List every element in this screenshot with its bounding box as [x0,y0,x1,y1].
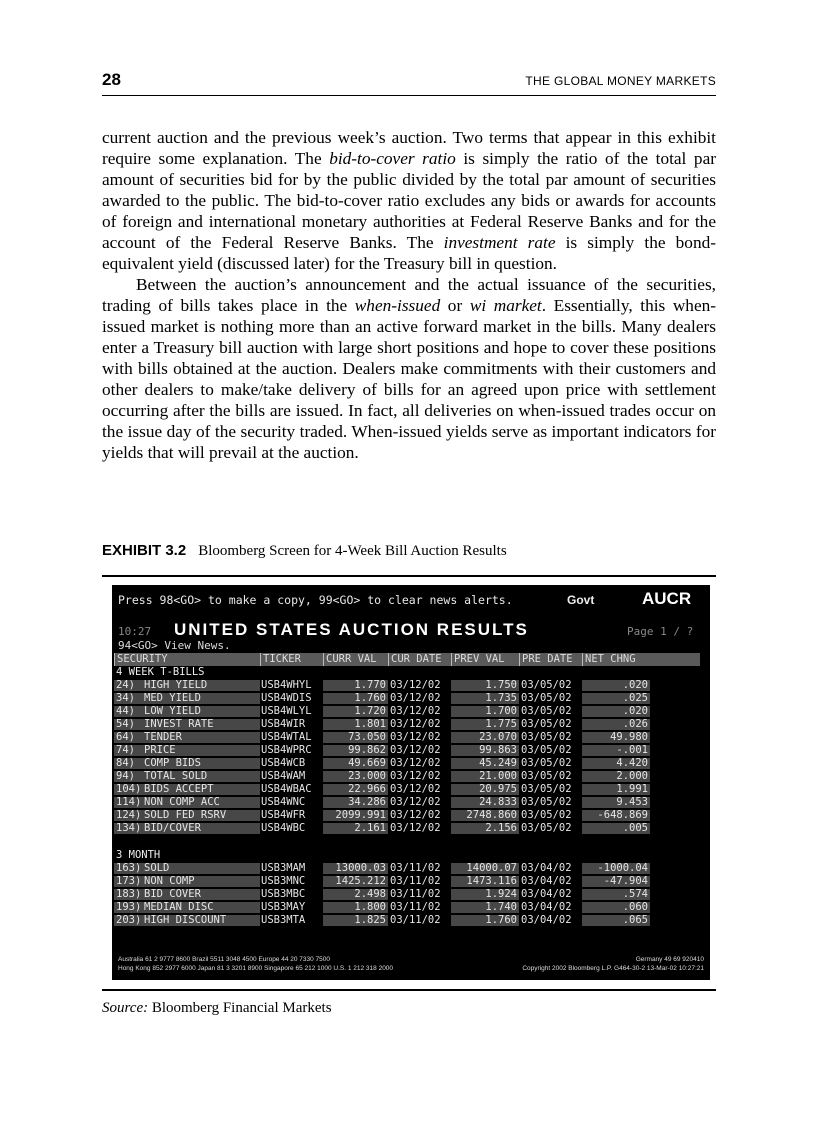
table-cell: 03/05/02 [521,731,572,743]
screen-time: 10:27 [118,625,152,638]
auction-results-table [114,653,700,927]
exhibit-label: EXHIBIT 3.2 [102,542,187,559]
p2-run: when-issued [354,296,441,315]
table-cell: 03/12/02 [390,809,441,821]
table-cell: USB4WIR [261,718,306,730]
footer-2-left: Hong Kong 852 2977 6000 Japan 81 3 3201 8900 Singapore 65 212 1000 U.S. 1 212 318 2000 [118,965,394,972]
table-row[interactable] [114,822,700,835]
table-cell: -648.869 [597,809,648,821]
table-cell: 104) [116,783,142,795]
table-row[interactable] [114,783,700,796]
table-cell: 03/05/02 [521,705,572,717]
table-cell: 1.740 [485,901,517,913]
table-cell: .020 [622,679,648,691]
table-cell: 2.498 [354,888,386,900]
table-cell: 2.156 [485,822,517,834]
screen-footer-line-1 [118,956,704,963]
exhibit-caption: Bloomberg Screen for 4-Week Bill Auction Results [198,543,507,559]
table-cell: 99.862 [348,744,386,756]
table-cell: USB4WFR [261,809,306,821]
table-cell: 2099.991 [335,809,386,821]
p1-run: investment rate [443,233,556,252]
p2-run: Between the auction’s announcement and the actual issuance of the securities, trading of bills takes place in the [102,275,716,315]
table-cell: 03/05/02 [521,822,572,834]
table-row[interactable] [114,914,700,927]
table-cell: 23.070 [479,731,517,743]
table-cell: 14000.07 [466,862,517,874]
table-cell: 03/11/02 [390,901,441,913]
table-cell: USB3MBC [261,888,306,900]
table-cell: INVEST RATE [144,718,214,730]
table-cell: 21.000 [479,770,517,782]
table-cell: 1425.212 [335,875,386,887]
table-cell: 03/12/02 [390,757,441,769]
table-cell: 03/12/02 [390,705,441,717]
table-cell: USB3MAM [261,862,306,874]
table-cell: 2.161 [354,822,386,834]
col-net-chng: NET CHNG [582,653,650,666]
table-cell: 03/12/02 [390,731,441,743]
table-cell: 34.286 [348,796,386,808]
table-cell: LOW YIELD [144,705,201,717]
col-prev-val: PREV VAL [451,653,519,666]
table-cell: 49.669 [348,757,386,769]
govt-label: Govt [567,593,595,607]
table-cell: 03/04/02 [521,888,572,900]
table-cell: NON COMP [144,875,195,887]
table-cell: MEDIAN DISC [144,901,214,913]
table-cell: TENDER [144,731,182,743]
table-cell: SOLD [144,862,170,874]
table-cell: 64) [116,731,135,743]
table-row[interactable] [114,731,700,744]
table-cell: 173) [116,875,142,887]
table-cell: 124) [116,809,142,821]
table-cell: 1.924 [485,888,517,900]
table-cell: BIDS ACCEPT [144,783,214,795]
table-cell: 134) [116,822,142,834]
p1-run: current auction and the previous week’s auction. Two terms that appear in this exhibit require some explanation. The [102,128,716,168]
table-cell: 03/12/02 [390,822,441,834]
press-instructions: Press 98<GO> to make a copy, 99<GO> to clear news alerts. [118,593,513,607]
table-cell: .065 [622,914,648,926]
table-cell: 03/05/02 [521,744,572,756]
table-cell: PRICE [144,744,176,756]
p2-run: . Essentially, this when-issued market is nothing more than an active forward market in the bills. Many dealers enter a Treasury bill auction with large short positions and hope to cover these positions with bills obtained at the auction. Dealers make commitments with their customers and other dealers to make/take delivery of bills for an agreed upon price with settlement occurring after the bills are issued. In fact, all deliveries on when-issued trades occur on the issue day of the security traded. When-issued yields serve as important indicators for yields that will prevail at the auction. [102,296,717,462]
table-row[interactable] [114,888,700,901]
table-cell: -1000.04 [597,862,648,874]
table-cell: 114) [116,796,142,808]
table-cell: 13000.03 [335,862,386,874]
table-cell: 03/11/02 [390,888,441,900]
table-cell: 2.000 [616,770,648,782]
table-cell: .026 [622,718,648,730]
table-cell: 163) [116,862,142,874]
p2-run: or [440,296,470,315]
table-cell: 1.825 [354,914,386,926]
table-cell: 03/05/02 [521,796,572,808]
table-cell: 03/12/02 [390,744,441,756]
table-cell: .574 [622,888,648,900]
table-row[interactable] [114,796,700,809]
table-row[interactable] [114,757,700,770]
footer-2-right: Copyright 2002 Bloomberg L.P. G464-30-2 13-Mar-02 10:27:21 [522,965,704,972]
table-cell: 44) [116,705,135,717]
table-cell: 49.980 [610,731,648,743]
table-row[interactable] [114,901,700,914]
table-cell: 03/12/02 [390,692,441,704]
page-indicator: Page 1 / ? [627,625,694,638]
table-row[interactable] [114,718,700,731]
bloomberg-screen [112,585,710,980]
table-cell: 1.770 [354,679,386,691]
view-news: 94<GO> View News. [118,639,231,652]
table-cell: 1.801 [354,718,386,730]
table-row[interactable] [114,862,700,875]
table-cell: BID/COVER [144,822,201,834]
table-cell: 23.000 [348,770,386,782]
source-text: Bloomberg Financial Markets [148,1000,332,1016]
table-row[interactable] [114,809,700,822]
table-cell: 99.863 [479,744,517,756]
table-cell: 54) [116,718,135,730]
table-cell: USB4WNC [261,796,306,808]
table-cell: USB4WPRC [261,744,312,756]
col-cur-date: CUR DATE [388,653,451,666]
table-cell: 03/04/02 [521,914,572,926]
table-cell: HIGH DISCOUNT [144,914,227,926]
table-cell: 1.760 [485,914,517,926]
p1-run: is simply the bond-equivalent yield (discussed later) for the Treasury bill in question. [102,233,716,273]
table-cell: 73.050 [348,731,386,743]
table-cell: 9.453 [616,796,648,808]
table-cell: MED YIELD [144,692,201,704]
p2-run: wi market [469,296,542,315]
table-cell: 03/11/02 [390,875,441,887]
table-cell: 4.420 [616,757,648,769]
table-cell: 203) [116,914,142,926]
table-cell: USB4WAM [261,770,306,782]
table-row[interactable] [114,679,700,692]
paragraph-1 [102,127,716,274]
table-row[interactable] [114,692,700,705]
table-row[interactable] [114,705,700,718]
table-cell: 1.700 [485,705,517,717]
table-cell: .005 [622,822,648,834]
running-head: THE GLOBAL MONEY MARKETS [525,74,716,88]
table-cell: 1.750 [485,679,517,691]
table-cell: 1473.116 [466,875,517,887]
table-cell: 20.975 [479,783,517,795]
table-cell: 193) [116,901,142,913]
table-cell: USB3MTA [261,914,306,926]
table-cell: TOTAL SOLD [144,770,208,782]
table-cell: 1.760 [354,692,386,704]
col-curr-val: CURR VAL [323,653,388,666]
exhibit-title [102,542,507,560]
aucr-label: AUCR [642,589,692,608]
body-text [102,127,716,463]
group-spacer [114,835,700,849]
table-row[interactable] [114,744,700,757]
table-cell: 03/05/02 [521,718,572,730]
table-cell: 03/12/02 [390,796,441,808]
col-ticker: TICKER [260,653,323,666]
source-label: Source: [102,1000,149,1016]
table-cell: USB4WLYL [261,705,312,717]
p1-run: bid-to-cover ratio [329,149,456,168]
table-cell: USB4WDIS [261,692,312,704]
table-cell: 03/05/02 [521,692,572,704]
table-cell: 03/12/02 [390,783,441,795]
table-cell: COMP BIDS [144,757,201,769]
table-cell: 1.991 [616,783,648,795]
table-cell: USB3MAY [261,901,306,913]
table-cell: USB4WCB [261,757,306,769]
footer-1-right: Germany 49 69 920410 [635,956,704,963]
table-cell: 03/05/02 [521,783,572,795]
table-cell: 03/05/02 [521,679,572,691]
page-number: 28 [102,70,121,89]
table-cell: 1.735 [485,692,517,704]
group-title: 3 MONTH [114,849,700,862]
footer-1-left: Australia 61 2 9777 8600 Brazil 5511 3048 4500 Europe 44 20 7330 7500 [118,956,331,963]
p1-run: is simply the ratio of the total par amount of securities bid for by the public divided by the total par amount of securities awarded to the public. The bid-to-cover ratio excludes any bids or awards for accounts of foreign and international monetary authorities at Federal Reserve Banks and for the account of the Federal Reserve Banks. The [102,149,716,252]
table-cell: 03/12/02 [390,718,441,730]
table-cell: 84) [116,757,135,769]
table-cell: USB4WBAC [261,783,312,795]
table-row[interactable] [114,770,700,783]
table-cell: 03/12/02 [390,679,441,691]
table-cell: 24) [116,679,135,691]
table-cell: 94) [116,770,135,782]
table-cell: 1.720 [354,705,386,717]
table-cell: 45.249 [479,757,517,769]
table-cell: NON COMP ACC [144,796,220,808]
table-cell: 03/11/02 [390,914,441,926]
col-security: SECURITY [114,653,260,666]
table-cell: 03/12/02 [390,770,441,782]
table-header [114,653,700,666]
table-cell: 183) [116,888,142,900]
screen-footer-line-2 [118,965,704,972]
table-cell: 03/05/02 [521,757,572,769]
table-cell: USB4WHYL [261,679,312,691]
group-title: 4 WEEK T-BILLS [114,666,700,679]
table-cell: 24.833 [479,796,517,808]
exhibit-bottom-rule [102,989,716,991]
table-cell: 74) [116,744,135,756]
table-cell: 2748.860 [466,809,517,821]
table-cell: .025 [622,692,648,704]
header-rule [102,95,716,96]
table-cell: 1.775 [485,718,517,730]
table-cell: HIGH YIELD [144,679,208,691]
col-pre-date: PRE DATE [519,653,582,666]
table-cell: 03/05/02 [521,809,572,821]
table-cell: 03/04/02 [521,862,572,874]
table-cell: USB4WTAL [261,731,312,743]
table-cell: 03/04/02 [521,875,572,887]
exhibit-top-rule [102,575,716,577]
table-cell: .060 [622,901,648,913]
paragraph-2 [102,274,716,463]
table-cell: -.001 [616,744,648,756]
table-cell: USB3MNC [261,875,306,887]
table-cell: 03/11/02 [390,862,441,874]
table-cell: BID COVER [144,888,201,900]
table-cell: 1.800 [354,901,386,913]
table-cell: -47.904 [603,875,648,887]
table-cell: 03/05/02 [521,770,572,782]
table-cell: 34) [116,692,135,704]
screen-title: UNITED STATES AUCTION RESULTS [174,620,529,639]
table-cell: .020 [622,705,648,717]
table-cell: USB4WBC [261,822,306,834]
table-cell: 03/04/02 [521,901,572,913]
source-line [102,1000,332,1017]
table-row[interactable] [114,875,700,888]
table-cell: SOLD FED RSRV [144,809,227,821]
table-cell: 22.966 [348,783,386,795]
